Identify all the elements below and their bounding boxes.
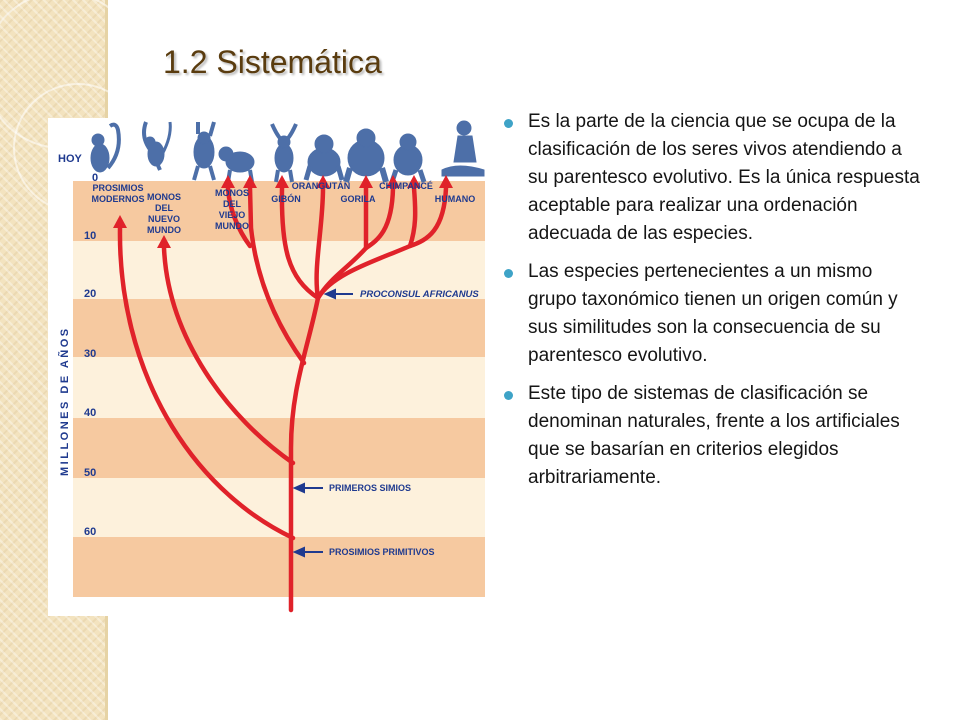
bullet-dot-icon — [504, 269, 513, 278]
bullet-dot-icon — [504, 119, 513, 128]
tick-label: 30 — [84, 348, 97, 360]
bullet-item — [504, 108, 924, 248]
tick-label: 10 — [84, 230, 97, 242]
taxon-label: MONOS — [146, 192, 182, 202]
taxon-label: HUMANO — [434, 194, 476, 204]
taxon-label: PROSIMIOS — [92, 183, 144, 193]
taxon-label: MONOS — [214, 188, 250, 198]
time-bands — [73, 181, 485, 597]
bullet-text: Es la parte de la ciencia que se ocupa de la clasificación de los seres vivos atendiendo a su parentesco evolutivo. Es la única respuesta aceptable para realizar una ordenación adecuada de las especies. — [528, 111, 920, 244]
taxon-label: GORILA — [340, 194, 376, 204]
annotation-primitive-prosimians: PROSIMIOS PRIMITIVOS — [329, 547, 435, 557]
taxon-label: CHIMPANCÉ — [379, 181, 433, 191]
taxon-label: MUNDO — [147, 225, 181, 235]
taxon-label: ORANGUTÁN — [291, 181, 351, 191]
bullet-item — [504, 258, 924, 370]
taxon-label: GIBÓN — [271, 194, 301, 204]
taxon-label: VIEJO — [218, 210, 246, 220]
taxon-label: MUNDO — [215, 221, 249, 231]
bullet-list — [504, 108, 924, 502]
slide-title: 1.2 Sistemática — [163, 44, 382, 80]
annotation-proconsul: PROCONSUL AFRICANUS — [360, 289, 479, 300]
bullet-text: Este tipo de sistemas de clasificación se denominan naturales, frente a los artificiales que se basarían en criterios elegidos arbitrariamente. — [528, 383, 900, 488]
evolution-tree-figure — [48, 118, 486, 616]
taxon-label: NUEVO — [147, 214, 181, 224]
tick-label: 60 — [84, 526, 97, 538]
tick-label: 40 — [84, 407, 97, 419]
bullet-item — [504, 380, 924, 492]
annotation-first-apes: PRIMEROS SIMIOS — [329, 483, 412, 493]
tick-label: 20 — [84, 288, 97, 300]
bullet-text: Las especies pertenecientes a un mismo grupo taxonómico tienen un origen común y sus similitudes son la consecuencia de su parentesco evolutivo. — [528, 261, 898, 366]
tick-label: 50 — [84, 467, 97, 479]
tick-label: 0 — [92, 172, 99, 184]
taxon-label: MODERNOS — [91, 194, 145, 204]
taxon-label: DEL — [223, 199, 241, 209]
today-label: HOY — [58, 153, 82, 165]
axis-label: MILLONES DE AÑOS — [59, 326, 71, 476]
bullet-dot-icon — [504, 391, 513, 400]
taxon-label: DEL — [155, 203, 173, 213]
